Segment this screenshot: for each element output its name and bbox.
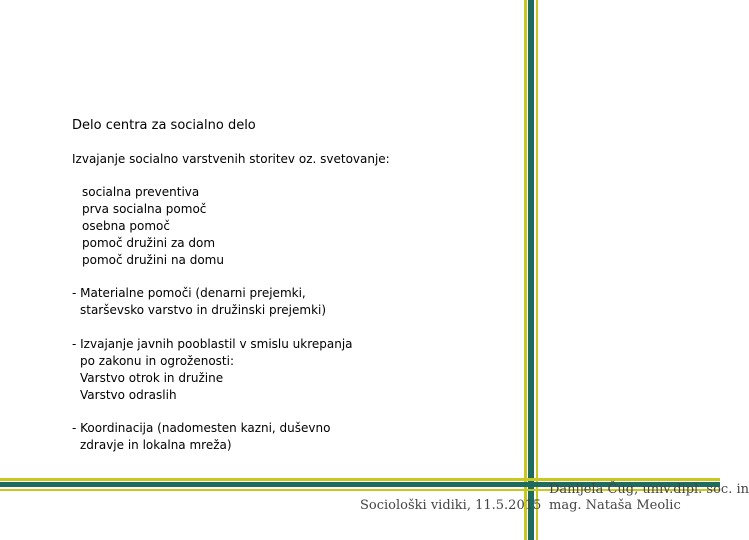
list-item: pomoč družini za dom: [82, 236, 216, 250]
vertical-rule-yellow-inner: [536, 0, 538, 540]
material-aid-block: [72, 285, 326, 319]
list-item: prva socialna pomoč: [82, 202, 207, 216]
footer-author-1: Danijela Čug, univ.dipl. soc. in: [549, 482, 749, 497]
list-item: pomoč družini na domu: [82, 253, 224, 267]
list-item: socialna preventiva: [82, 185, 200, 199]
public-powers-line-2: po zakonu in ogroženosti:: [80, 354, 235, 368]
public-powers-block: [72, 336, 353, 404]
material-line-2: starševsko varstvo in družinski prejemki): [80, 303, 327, 317]
footer-author-2: mag. Nataša Meolic: [549, 498, 681, 513]
public-powers-line-3: Varstvo otrok in družine: [80, 371, 224, 385]
services-list: [82, 184, 224, 269]
public-powers-line-1: - Izvajanje javnih pooblastil v smislu ukrepanja: [72, 337, 353, 351]
horizontal-rule-yellow-top: [0, 478, 720, 481]
public-powers-line-4: Varstvo odraslih: [80, 388, 177, 402]
coordination-line-1: - Koordinacija (nadomesten kazni, duševno: [72, 421, 331, 435]
slide-title: Delo centra za socialno delo: [72, 118, 256, 133]
vertical-rule-yellow: [524, 0, 527, 540]
material-line-1: - Materialne pomoči (denarni prejemki,: [72, 286, 306, 300]
footer-authors: [549, 482, 749, 514]
footer-course-date: Sociološki vidiki, 11.5.2015: [360, 498, 542, 513]
coordination-line-2: zdravje in lokalna mreža): [80, 438, 232, 452]
coordination-block: [72, 420, 330, 454]
vertical-rule-green: [528, 0, 534, 540]
intro-text: Izvajanje socialno varstvenih storitev oz. svetovanje:: [72, 152, 390, 166]
list-item: osebna pomoč: [82, 219, 170, 233]
